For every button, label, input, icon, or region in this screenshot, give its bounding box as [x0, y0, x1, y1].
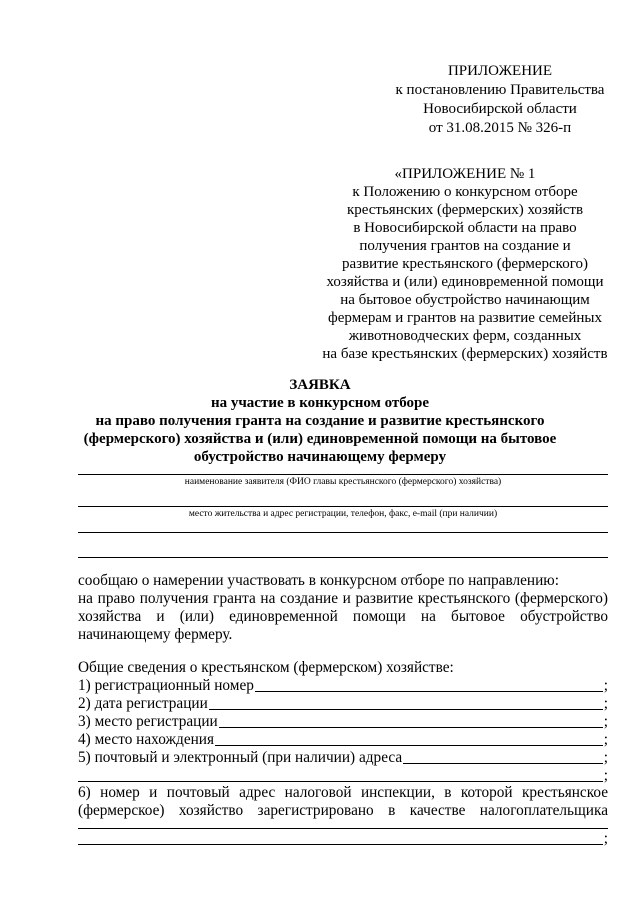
registration-number-field: [78, 676, 608, 695]
field-semicolon: ;: [603, 695, 608, 712]
field-label: 2) дата регистрации: [78, 695, 208, 712]
appendix-1-line: на бытовое обустройство начинающим: [340, 292, 590, 308]
postal-email-continuation-input[interactable]: [78, 781, 603, 782]
application-subtitle-line: на участие в конкурсном отборе: [210, 395, 430, 411]
postal-email-continuation: [78, 766, 608, 785]
appendix-1-line: крестьянских (фермерских) хозяйств: [346, 202, 584, 218]
appendix-1-line: фермерам и грантов на развитие семейных: [328, 310, 602, 326]
field-semicolon: ;: [603, 767, 608, 784]
appendix-1-line: хозяйства и (или) единовременной помощи: [326, 274, 604, 290]
applicant-name-line[interactable]: [78, 474, 608, 475]
blank-line[interactable]: [78, 557, 608, 558]
appendix-line: к постановлению Правительства: [395, 82, 605, 98]
tax-office-line: 6) номер и почтовый адрес налоговой инспекции, в которой крестьянское: [78, 784, 608, 801]
appendix-1-line: «ПРИЛОЖЕНИЕ № 1: [394, 166, 536, 182]
field-semicolon: ;: [603, 830, 608, 847]
postal-email-input[interactable]: [403, 763, 603, 764]
location-input[interactable]: [215, 745, 603, 746]
appendix-line: от 31.08.2015 № 326-п: [428, 120, 572, 136]
field-label: 1) регистрационный номер: [78, 677, 254, 694]
appendix-1-line: развитие крестьянского (фермерского): [342, 256, 588, 272]
registration-date-field: [78, 694, 608, 713]
application-title: ЗАЯВКА: [289, 377, 351, 393]
field-semicolon: ;: [603, 731, 608, 748]
appendix-line: Новосибирской области: [423, 101, 577, 117]
appendix-1-line: к Положению о конкурсном отборе: [352, 184, 578, 200]
blank-line[interactable]: [78, 532, 608, 533]
direction-line: хозяйства и (или) единовременной помощи на бытовое обустройство: [78, 608, 608, 625]
application-subtitle-line: обустройство начинающему фермеру: [193, 449, 447, 465]
field-label: 5) почтовый и электронный (при наличии) адреса: [78, 749, 403, 766]
tax-office-final: [78, 829, 608, 848]
field-label: 4) место нахождения: [78, 731, 215, 748]
field-semicolon: ;: [603, 677, 608, 694]
appendix-1-line: получения грантов на создание и: [359, 238, 571, 254]
location-field: [78, 730, 608, 749]
field-semicolon: ;: [603, 749, 608, 766]
direction-line: на право получения гранта на создание и развитие крестьянского (фермерского): [78, 590, 608, 607]
registration-date-input[interactable]: [209, 709, 603, 710]
application-subtitle-line: на право получения гранта на создание и развитие крестьянского: [95, 413, 545, 429]
appendix-title: ПРИЛОЖЕНИЕ: [447, 63, 553, 79]
field-label: 3) место регистрации: [78, 713, 218, 730]
appendix-1-line: животноводческих ферм, созданных: [348, 328, 582, 344]
residence-address-caption: место жительства и адрес регистрации, телефон, факс, e-mail (при наличии): [188, 509, 498, 519]
general-info-title: Общие сведения о крестьянском (фермерском) хозяйстве:: [78, 659, 454, 676]
registration-place-input[interactable]: [219, 727, 603, 728]
registration-place-field: [78, 712, 608, 731]
field-semicolon: ;: [603, 713, 608, 730]
appendix-1-line: в Новосибирской области на право: [353, 220, 577, 236]
registration-number-input[interactable]: [255, 691, 603, 692]
postal-email-field: [78, 748, 608, 767]
intent-line: сообщаю о намерении участвовать в конкурсном отборе по направлению:: [78, 572, 559, 589]
appendix-1-line: на базе крестьянских (фермерских) хозяйств: [322, 346, 608, 362]
direction-line: начинающему фермеру.: [78, 626, 233, 643]
residence-address-line[interactable]: [78, 506, 608, 507]
tax-office-input[interactable]: [78, 844, 603, 845]
applicant-name-caption: наименование заявителя (ФИО главы крестьянского (фермерского) хозяйства): [184, 477, 502, 487]
tax-office-line: (фермерское) хозяйство зарегистрировано в качестве налогоплательщика: [78, 802, 608, 819]
application-subtitle-line: (фермерского) хозяйства и (или) единовременной помощи на бытовое: [83, 431, 557, 447]
